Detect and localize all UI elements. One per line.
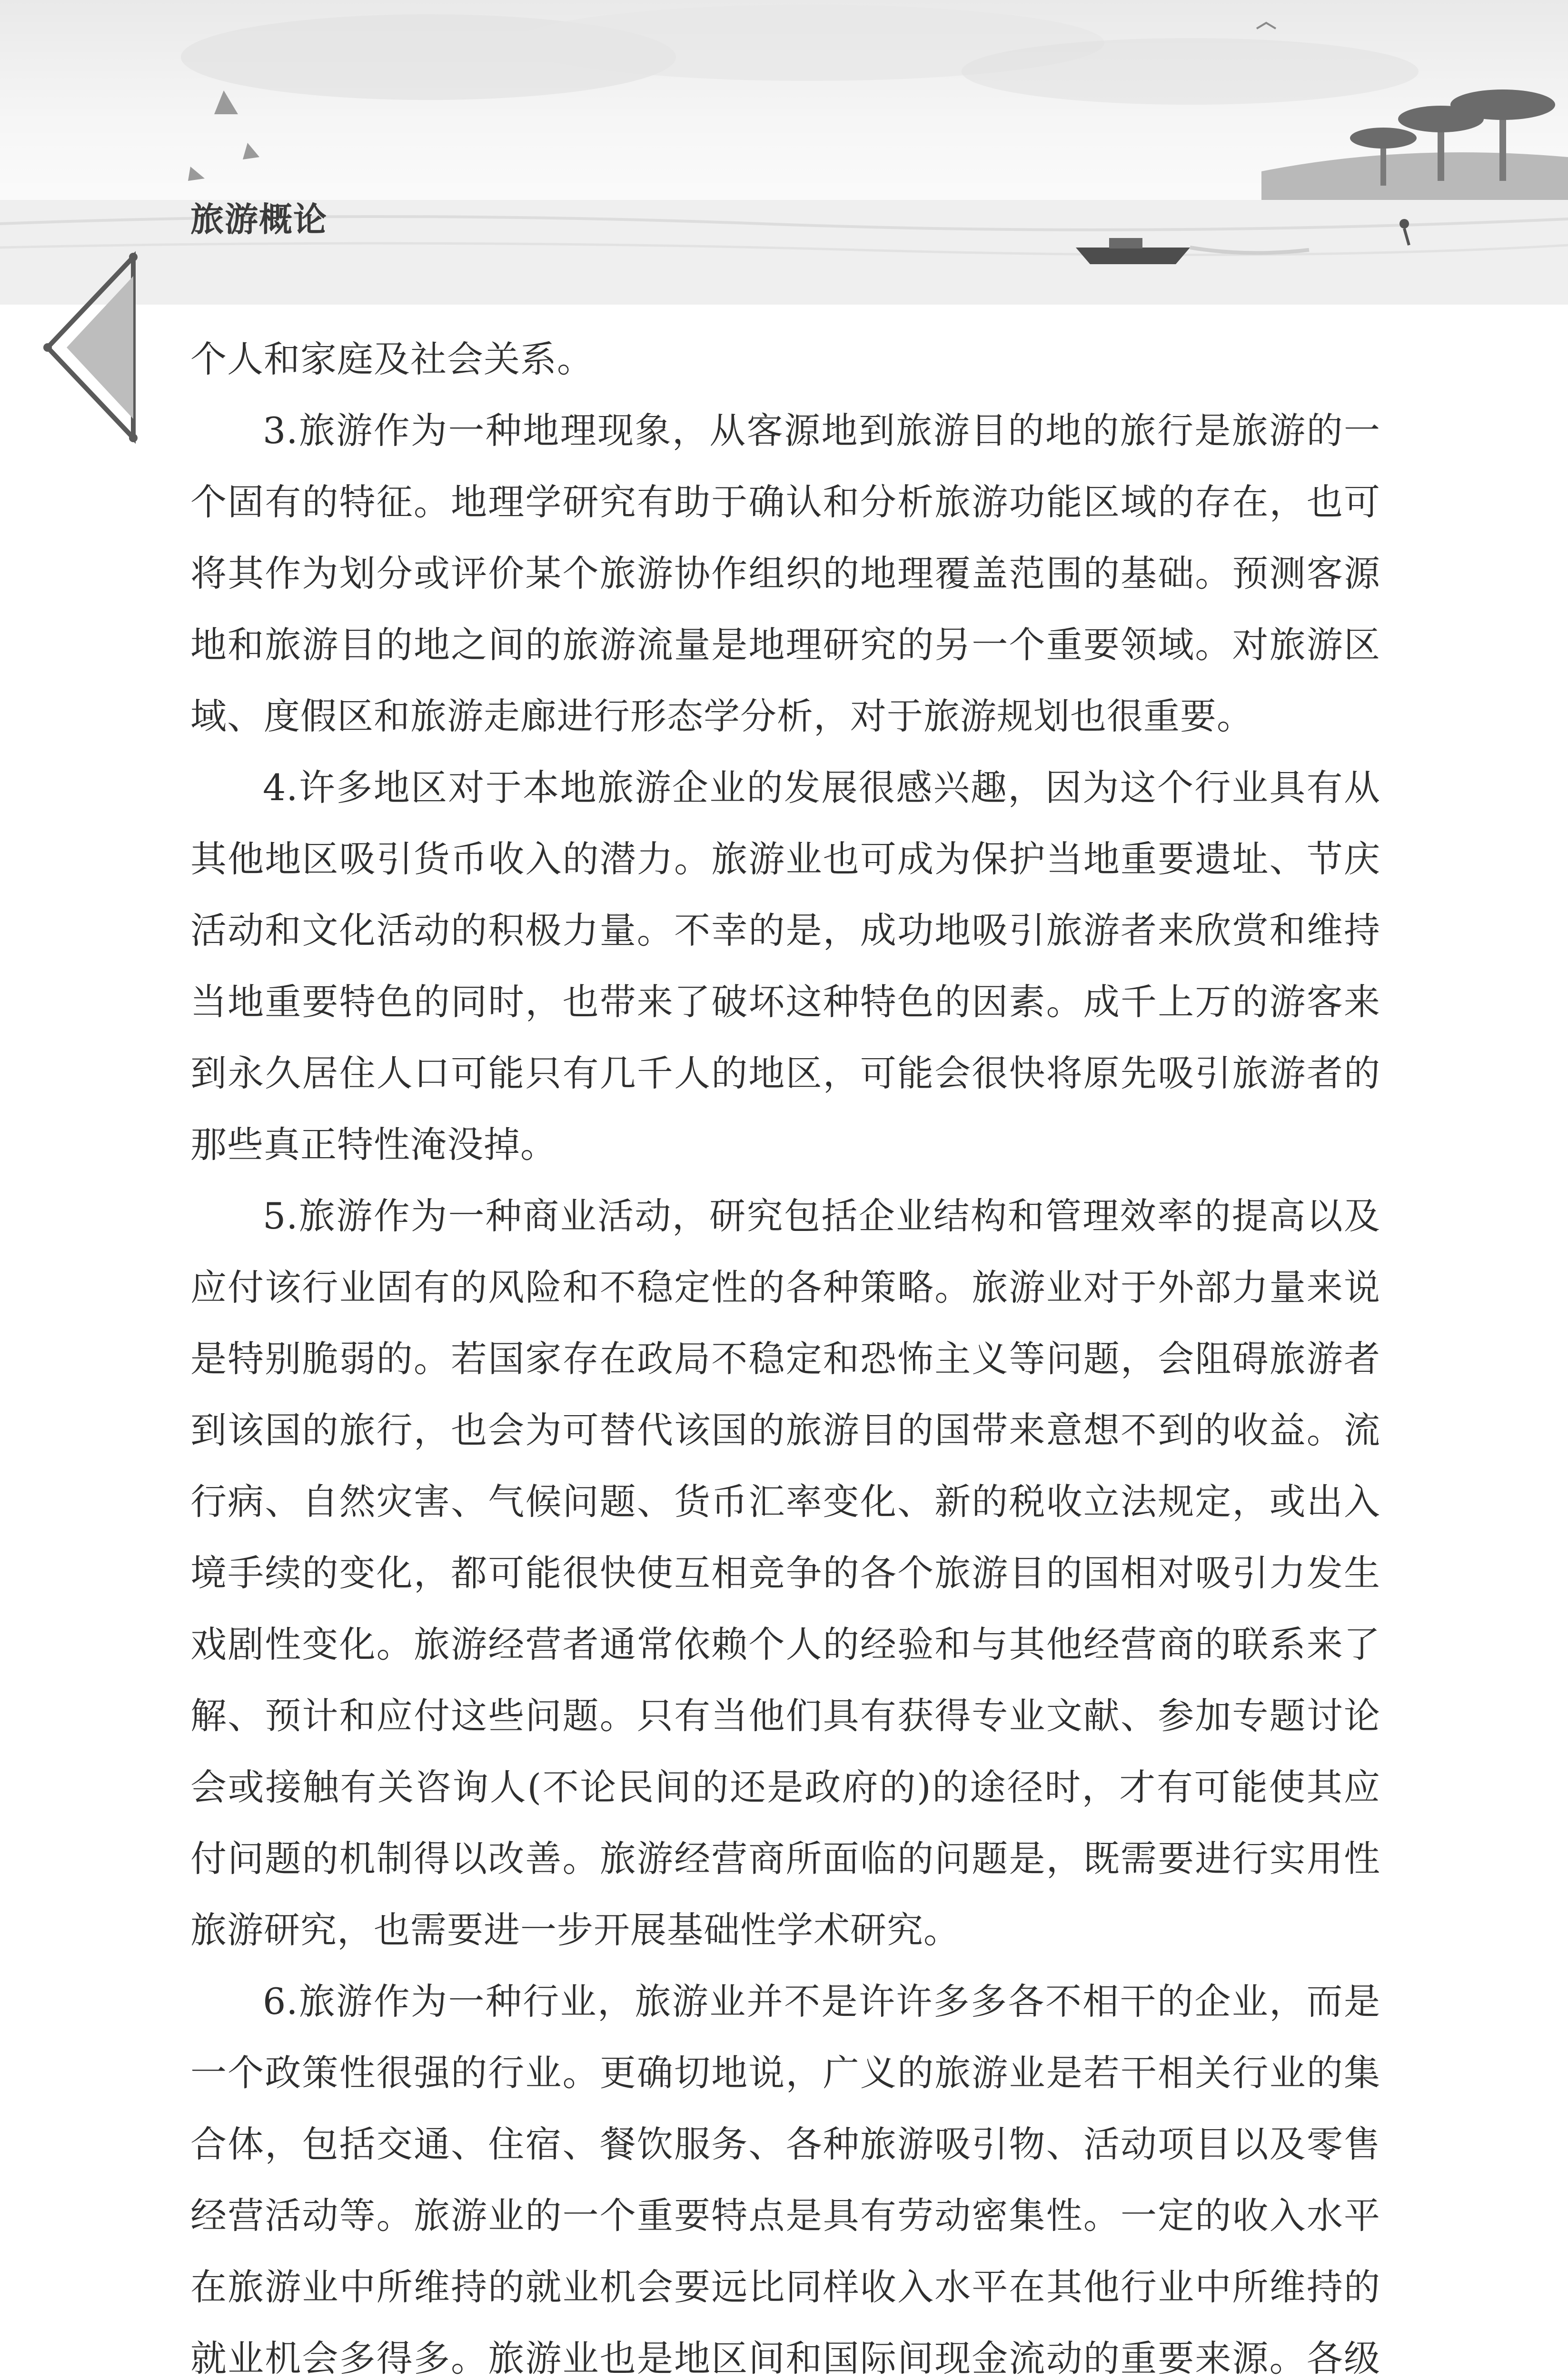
header-landscape-illustration [0,0,1568,305]
paragraph-industry: 6.旅游作为一种行业，旅游业并不是许许多多各不相干的企业，而是一个政策性很强的行业。更确切地说，广义的旅游业是若干相关行业的集合体，包括交通、住宿、餐饮服务、各种旅游吸引物、活动项目以及零售经营活动等。旅游业的一个重要特点是具有劳动密集性。一定的收入水平在旅游业中所维持的就业机会要远比同样收入水平在其他行业中所维持的就业机会多得多。旅游业也是地区间和国际间现金流动的重要来源。各级 [190,1980,1380,2380]
paragraph-geography: 3.旅游作为一种地理现象，从客源地到旅游目的地的旅行是旅游的一个固有的特征。地理学研究有助于确认和分析旅游功能区域的存在，也可将其作为划分或评价某个旅游协作组织的地理覆盖范围的基础。预测客源地和旅游目的地之间的旅游流量是地理研究的另一个重要领域。对旅游区域、度假区和旅游走廊进行形态学分析，对于旅游规划也很重要。 [190,409,1380,737]
header-banner [0,0,1568,305]
paragraph-continuation: 个人和家庭及社会关系。 [190,338,594,380]
main-content [190,324,1380,2380]
paragraph-commercial-activity: 5.旅游作为一种商业活动，研究包括企业结构和管理效率的提高以及应付该行业固有的风险和不稳定性的各种策略。旅游业对于外部力量来说是特别脆弱的。若国家存在政局不稳定和恐怖主义等问题，会阻碍旅游者到该国的旅行，也会为可替代该国的旅游目的国带来意想不到的收益。流行病、自然灾害、气候问题、货币汇率变化、新的税收立法规定，或出入境手续的变化，都可能很快使互相竞争的各个旅游目的国相对吸引力发生戏剧性变化。旅游经营者通常依赖个人的经验和与其他经营商的联系来了解、预计和应付这些问题。只有当他们具有获得专业文献、参加专题讨论会或接触有关咨询人(不论民间的还是政府的)的途径时，才有可能使其应付问题的机制得以改善。旅游经营商所面临的问题是，既需要进行实用性旅游研究，也需要进一步开展基础性学术研究。 [190,1195,1380,1951]
book-title: 旅游概论 [190,200,327,239]
paragraph-local-enterprise: 4.许多地区对于本地旅游企业的发展很感兴趣，因为这个行业具有从其他地区吸引货币收入的潜力。旅游业也可成为保护当地重要遗址、节庆活动和文化活动的积极力量。不幸的是，成功地吸引旅游者来欣赏和维持当地重要特色的同时，也带来了破坏这种特色的因素。成千上万的游客来到永久居住人口可能只有几千人的地区，可能会很快将原先吸引旅游者的那些真正特性淹没掉。 [190,766,1380,1166]
triangle-ornament-icon [38,248,190,447]
